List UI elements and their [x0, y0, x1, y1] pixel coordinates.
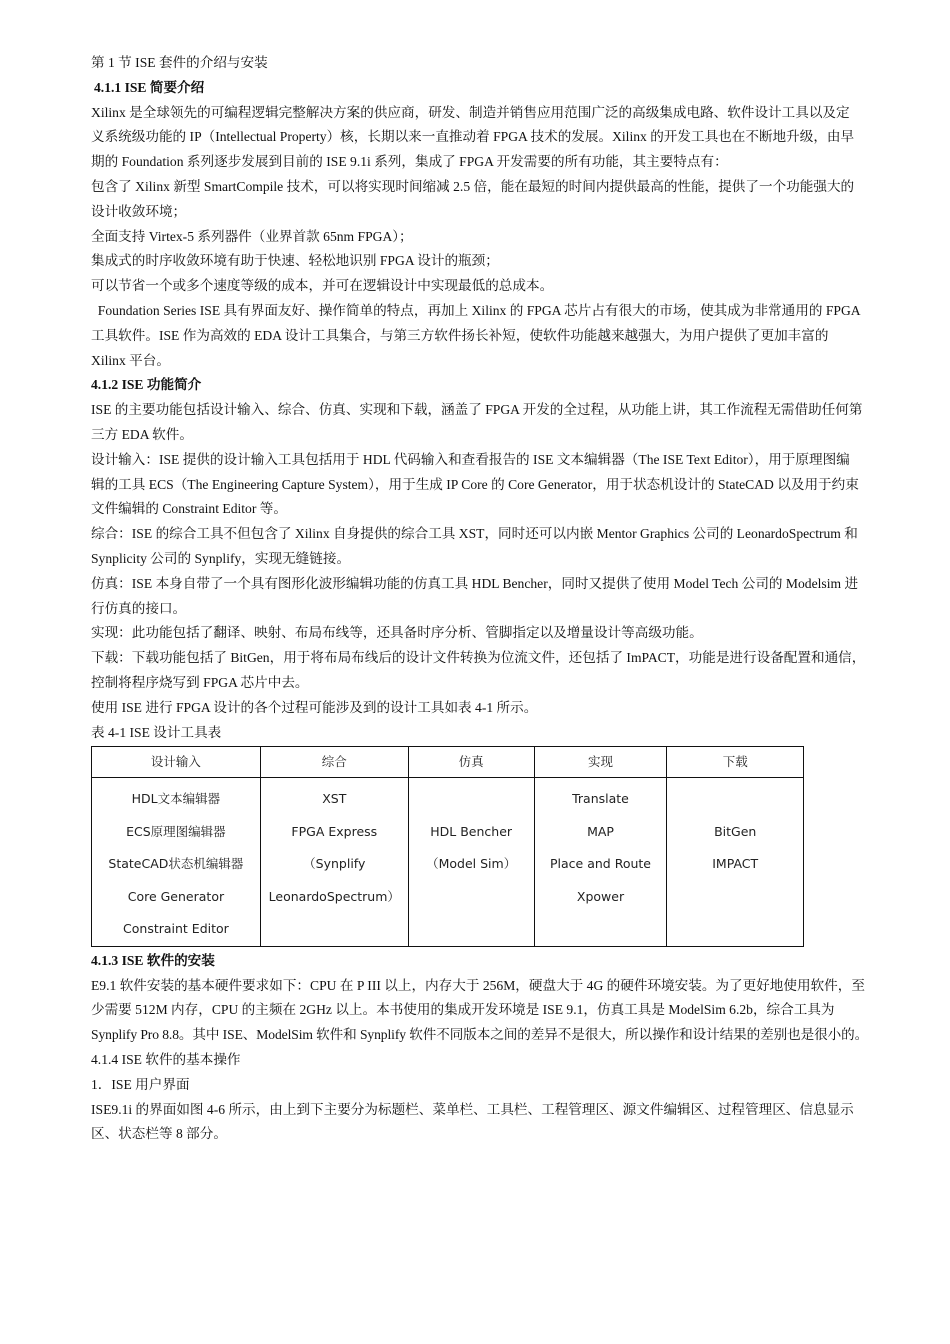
table-header-cell: 实现 [534, 747, 667, 778]
tool-name: Xpower [576, 888, 625, 904]
function-line: ISE 的主要功能包括设计输入、综合、仿真、实现和下载，涵盖了 FPGA 开发的全过程，从功能上讲，其工作流程无需借助任何第 [91, 402, 863, 418]
install-line: E9.1 软件安装的基本硬件要求如下：CPU 在 P III 以上，内存大于 256M，硬盘大于 4G 的硬件环境安装。为了更好地使用软件，至 [91, 977, 865, 993]
intro-line: 期的 Foundation 系列逐步发展到目前的 ISE 9.1i 系列，集成了 FPGA 开发需要的所有功能，其主要特点有： [91, 154, 728, 170]
function-line: 文件编辑的 Constraint Editor 等。 [91, 501, 287, 517]
ui-line: ISE9.1i 的界面如图 4-6 所示，由上到下主要分为标题栏、菜单栏、工具栏、工程管理区、源文件编辑区、过程管理区、信息显示 [91, 1101, 854, 1117]
tool-name: ECS原理图编辑器 [126, 823, 226, 839]
function-line: 实现：此功能包括了翻译、映射、布局布线等，还具备时序分析、管脚指定以及增量设计等高级功能。 [91, 625, 703, 641]
heading-4-1-1: 4.1.1 ISE 简要介绍 [94, 79, 205, 95]
ise-tool-table [91, 746, 804, 947]
tool-name: Place and Route [550, 856, 651, 872]
feature-line: 集成式的时序收敛环境有助于快速、轻松地识别 FPGA 设计的瓶颈； [91, 253, 499, 269]
section-title: 第 1 节 ISE 套件的介绍与安装 [91, 55, 268, 70]
tool-name: （Synplify [303, 856, 366, 872]
tool-name: LeonardoSpectrum） [268, 888, 400, 904]
function-line: Synplicity 公司的 Synplify，实现无缝链接。 [91, 550, 351, 566]
table-caption: 表 4-1 ISE 设计工具表 [91, 724, 222, 740]
intro-line: Xilinx 是全球领先的可编程逻辑完整解决方案的供应商，研发、制造并销售应用范围广泛的高级集成电路、软件设计工具以及定 [91, 104, 850, 120]
table-header-cell: 下载 [667, 747, 804, 778]
tool-name: Translate [572, 791, 629, 807]
feature-line: 设计收敛环境； [91, 203, 187, 219]
table-header-cell: 综合 [260, 747, 408, 778]
tool-name: StateCAD状态机编辑器 [108, 856, 244, 872]
table-header-row [92, 747, 804, 778]
synthesis-cell [260, 778, 408, 947]
function-line: 下载：下载功能包括了 BitGen，用于将布局布线后的设计文件转换为位流文件，还包括了 ImPACT，功能是进行设备配置和通信， [91, 650, 866, 666]
foundation-line: Foundation Series ISE 具有界面友好、操作简单的特点，再加上 Xilinx 的 FPGA 芯片占有很大的市场，使其成为非常通用的 FPGA [91, 302, 861, 318]
sub-heading-ui: 1．ISE 用户界面 [91, 1076, 190, 1092]
simulation-cell [408, 778, 534, 947]
function-line: 控制将程序烧写到 FPGA 芯片中去。 [91, 674, 309, 690]
feature-line: 全面支持 Virtex-5 系列器件（业界首款 65nm FPGA）； [91, 228, 413, 244]
function-line: 设计输入：ISE 提供的设计输入工具包括用于 HDL 代码输入和查看报告的 ISE 文本编辑器（The ISE Text Editor），用于原理图编 [91, 451, 850, 467]
ui-line: 区、状态栏等 8 部分。 [91, 1126, 227, 1142]
function-line: 综合：ISE 的综合工具不但包含了 Xilinx 自身提供的综合工具 XST，同时还可以内嵌 Mentor Graphics 公司的 LeonardoSpectrum 和 [91, 526, 858, 542]
tool-name: BitGen [714, 823, 757, 839]
function-line: 使用 ISE 进行 FPGA 设计的各个过程可能涉及到的设计工具如表 4-1 所示。 [91, 699, 538, 715]
tool-name: FPGA Express [291, 823, 378, 839]
install-line: Synplify Pro 8.8。其中 ISE、ModelSim 软件和 Synplify 软件不同版本之间的差异不是很大，所以操作和设计结果的差别也是很小的。 [91, 1027, 869, 1043]
feature-line: 可以节省一个或多个速度等级的成本，并可在逻辑设计中实现最低的总成本。 [91, 278, 554, 294]
foundation-line: 工具软件。ISE 作为高效的 EDA 设计工具集合，与第三方软件扬长补短，使软件功能越来越强大，为用户提供了更加丰富的 [91, 327, 829, 343]
function-line: 三方 EDA 软件。 [91, 426, 193, 442]
tool-name: （Model Sim） [426, 856, 517, 872]
download-cell [667, 778, 804, 947]
heading-4-1-4: 4.1.4 ISE 软件的基本操作 [91, 1052, 241, 1067]
table-header-cell: 仿真 [408, 747, 534, 778]
function-line: 仿真：ISE 本身自带了一个具有图形化波形编辑功能的仿真工具 HDL Bencher，同时又提供了使用 Model Tech 公司的 Modelsim 进 [91, 575, 859, 591]
table-body-row [92, 778, 804, 947]
heading-4-1-3: 4.1.3 ISE 软件的安装 [91, 952, 215, 968]
foundation-line: Xilinx 平台。 [91, 352, 170, 368]
tool-name: HDL Bencher [430, 823, 513, 839]
table-header-cell: 设计输入 [92, 747, 261, 778]
function-line: 辑的工具 ECS（The Engineering Capture System），用于生成 IP Core 的 Core Generator，用于状态机设计的 StateCAD 以及用于约束 [91, 476, 859, 492]
tool-name: Constraint Editor [123, 921, 229, 937]
tool-name: HDL文本编辑器 [131, 791, 221, 807]
intro-line: 义系统级功能的 IP（Intellectual Property）核，长期以来一直推动着 FPGA 技术的发展。Xilinx 的开发工具也在不断地升级，由早 [91, 129, 855, 145]
tool-name: XST [322, 791, 347, 807]
implementation-cell [534, 778, 667, 947]
design-input-cell [92, 778, 261, 947]
document-page [91, 51, 913, 1147]
heading-4-1-2: 4.1.2 ISE 功能简介 [91, 377, 202, 393]
tool-name: MAP [587, 823, 614, 839]
feature-line: 包含了 Xilinx 新型 SmartCompile 技术，可以将实现时间缩减 2.5 倍，能在最短的时间内提供最高的性能，提供了一个功能强大的 [91, 178, 855, 194]
install-line: 少需要 512M 内存，CPU 的主频在 2GHz 以上。本书使用的集成开发环境是 ISE 9.1，仿真工具是 ModelSim 6.2b，综合工具为 [91, 1002, 835, 1018]
tool-name: Core Generator [127, 888, 225, 904]
function-line: 行仿真的接口。 [91, 600, 187, 616]
tool-name: IMPACT [712, 856, 759, 872]
